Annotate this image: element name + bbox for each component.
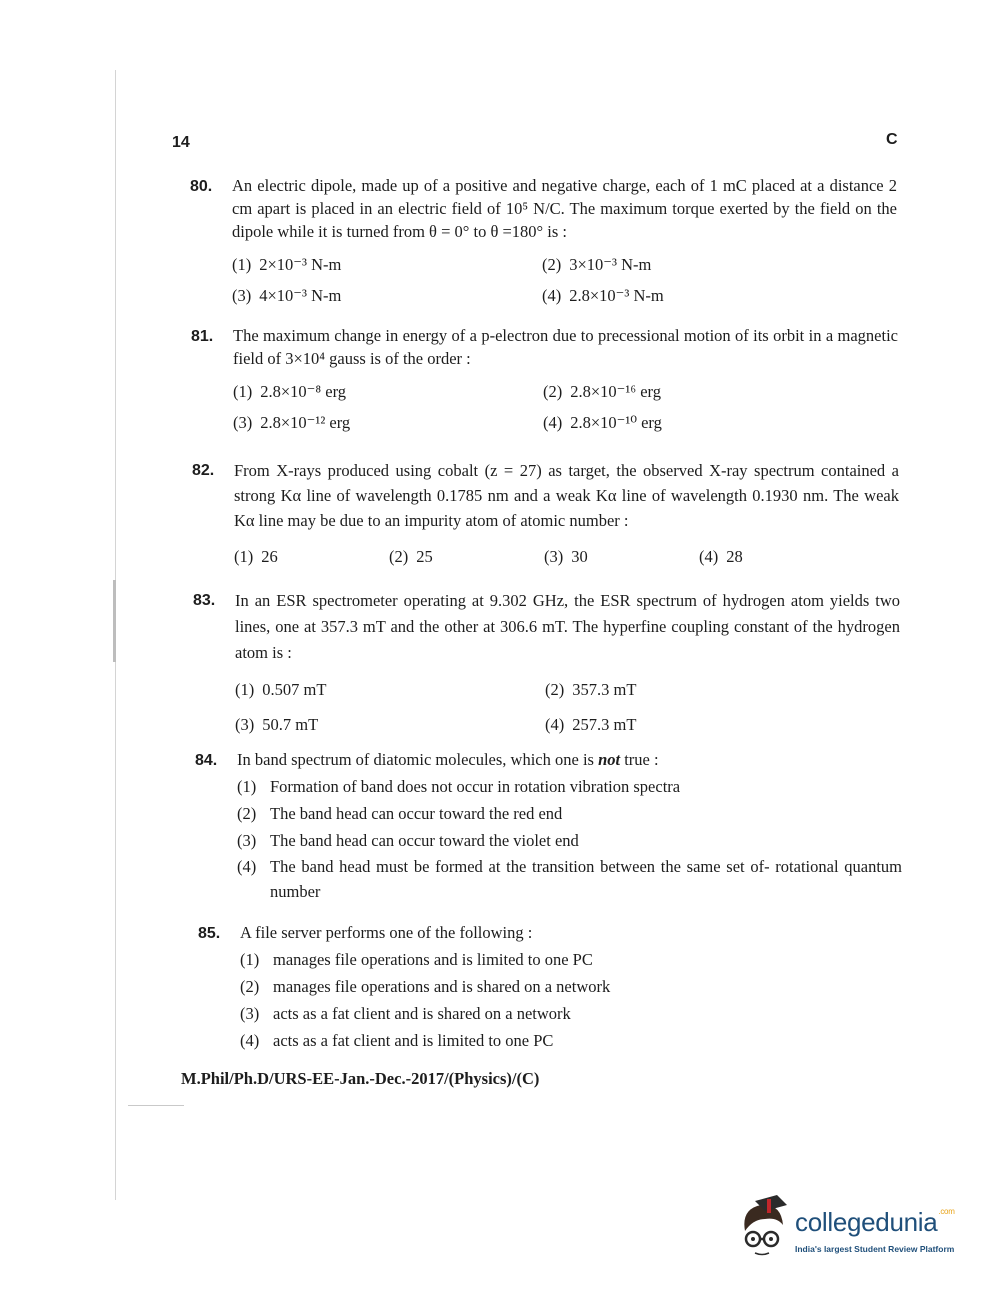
logo-tagline: India's largest Student Review Platform	[795, 1244, 955, 1254]
option-1[interactable]	[240, 946, 905, 973]
question-text: An electric dipole, made up of a positive and negative charge, each of 1 mC placed at a distance 2 cm apart is placed in an electric field of 10⁵ N/C. The maximum torque exerted by the field on the dipole while it is turned from θ = 0° to θ =180° is :	[232, 176, 897, 241]
option-label: (2)	[240, 977, 260, 996]
option-2[interactable]	[545, 678, 855, 701]
option-label: (1)	[235, 680, 255, 699]
option-label: (1)	[233, 382, 253, 401]
option-label: (1)	[232, 255, 252, 274]
option-text: The band head can occur toward the red end	[270, 804, 563, 823]
option-3[interactable]	[240, 1000, 905, 1027]
question-text: The maximum change in energy of a p-electron due to precessional motion of its orbit in a magnetic field of 3×10⁴ gauss is of the order :	[233, 326, 898, 368]
option-text: 2.8×10⁻³ N-m	[569, 286, 664, 305]
option-label: (3)	[237, 831, 257, 850]
set-code: C	[886, 131, 898, 148]
option-label: (4)	[237, 857, 257, 876]
option-text: 2.8×10⁻¹⁰ erg	[570, 413, 662, 432]
option-label: (3)	[232, 286, 252, 305]
option-text: manages file operations and is limited to one PC	[273, 950, 593, 969]
option-3[interactable]	[237, 827, 902, 854]
option-1[interactable]	[234, 545, 389, 568]
option-label: (3)	[240, 1004, 260, 1023]
option-text: 30	[571, 547, 588, 566]
question-number: 81.	[191, 328, 214, 345]
option-4[interactable]	[237, 854, 902, 904]
option-label: (2)	[389, 547, 409, 566]
option-label: (4)	[699, 547, 719, 566]
option-2[interactable]	[543, 380, 853, 403]
option-4[interactable]	[542, 284, 852, 307]
option-label: (2)	[545, 680, 565, 699]
option-text: The band head must be formed at the transition between the same set of- rotational quantum number	[270, 857, 902, 901]
option-text: Formation of band does not occur in rotation vibration spectra	[270, 777, 681, 796]
option-1[interactable]	[233, 380, 543, 403]
option-2[interactable]	[240, 973, 905, 1000]
option-label: (3)	[233, 413, 253, 432]
option-3[interactable]	[233, 411, 543, 434]
option-label: (4)	[545, 715, 565, 734]
collegedunia-logo[interactable]	[737, 1195, 967, 1265]
mascot-icon	[737, 1195, 793, 1259]
question-number: 80.	[190, 178, 213, 195]
brand-superscript: .com	[938, 1207, 955, 1216]
option-text: 0.507 mT	[262, 680, 327, 699]
option-label: (1)	[240, 950, 260, 969]
question-number: 83.	[193, 592, 216, 609]
option-label: (4)	[543, 413, 563, 432]
option-label: (2)	[543, 382, 563, 401]
option-text: 2.8×10⁻¹⁶ erg	[570, 382, 661, 401]
question-text-part: true :	[620, 750, 659, 769]
options	[235, 678, 900, 736]
option-text: 357.3 mT	[572, 680, 637, 699]
option-text: 4×10⁻³ N-m	[259, 286, 342, 305]
option-label: (2)	[237, 804, 257, 823]
option-label: (1)	[234, 547, 254, 566]
option-text: 25	[416, 547, 433, 566]
question-82	[192, 458, 899, 568]
option-4[interactable]	[543, 411, 853, 434]
options	[232, 253, 897, 307]
footer-code: M.Phil/Ph.D/URS-EE-Jan.-Dec.-2017/(Physics)/(C)	[181, 1069, 540, 1088]
question-text-part: In band spectrum of diatomic molecules, which one is	[237, 750, 599, 769]
question-text: In an ESR spectrometer operating at 9.302 GHz, the ESR spectrum of hydrogen atom yields two lines, one at 357.3 mT and the other at 306.6 mT. The hyperfine coupling constant of the hydrogen atom is :	[235, 591, 900, 662]
scan-dash	[128, 1105, 184, 1106]
page-number: 14	[172, 134, 190, 151]
question-text	[237, 748, 902, 771]
question-85	[198, 921, 905, 1054]
question-number: 82.	[192, 462, 215, 479]
option-label: (3)	[235, 715, 255, 734]
options	[233, 380, 898, 434]
option-2[interactable]	[237, 800, 902, 827]
option-text: 257.3 mT	[572, 715, 637, 734]
question-text-emphasis: not	[598, 750, 621, 769]
question-text: From X-rays produced using cobalt (z = 27) as target, the observed X-ray spectrum contained a strong Kα line of wavelength 0.1785 nm and a weak Kα line of wavelength 0.1930 nm. The weak Kα line may be due to an impurity atom of atomic number :	[234, 461, 899, 530]
option-3[interactable]	[544, 545, 699, 568]
option-2[interactable]	[389, 545, 544, 568]
question-number: 85.	[198, 925, 221, 942]
question-84	[195, 748, 902, 904]
option-label: (4)	[240, 1031, 260, 1050]
question-number: 84.	[195, 752, 218, 769]
option-text: manages file operations and is shared on a network	[273, 977, 611, 996]
options	[237, 773, 902, 904]
option-label: (2)	[542, 255, 562, 274]
question-81	[191, 324, 898, 434]
logo-brand	[795, 1207, 955, 1238]
option-text: acts as a fat client and is limited to one PC	[273, 1031, 554, 1050]
option-3[interactable]	[232, 284, 542, 307]
option-text: 50.7 mT	[262, 715, 319, 734]
question-83	[193, 588, 900, 736]
option-4[interactable]	[699, 545, 854, 568]
option-text: 2.8×10⁻¹² erg	[260, 413, 351, 432]
option-text: acts as a fat client and is shared on a network	[273, 1004, 571, 1023]
options	[234, 545, 899, 568]
option-text: 2×10⁻³ N-m	[259, 255, 342, 274]
option-2[interactable]	[542, 253, 852, 276]
option-1[interactable]	[232, 253, 542, 276]
question-80	[190, 174, 897, 307]
option-label: (4)	[542, 286, 562, 305]
question-text: A file server performs one of the following :	[240, 923, 533, 942]
option-1[interactable]	[237, 773, 902, 800]
option-text: 3×10⁻³ N-m	[569, 255, 652, 274]
option-text: 28	[726, 547, 743, 566]
option-3[interactable]	[235, 713, 545, 736]
options	[240, 946, 905, 1054]
option-1[interactable]	[235, 678, 545, 701]
option-text: 2.8×10⁻⁸ erg	[260, 382, 347, 401]
option-4[interactable]	[240, 1027, 905, 1054]
scan-binding-mark	[113, 580, 116, 662]
brand-name: collegedunia	[795, 1207, 938, 1237]
option-label: (1)	[237, 777, 257, 796]
option-label: (3)	[544, 547, 564, 566]
option-text: The band head can occur toward the violet end	[270, 831, 579, 850]
option-text: 26	[261, 547, 278, 566]
option-4[interactable]	[545, 713, 855, 736]
